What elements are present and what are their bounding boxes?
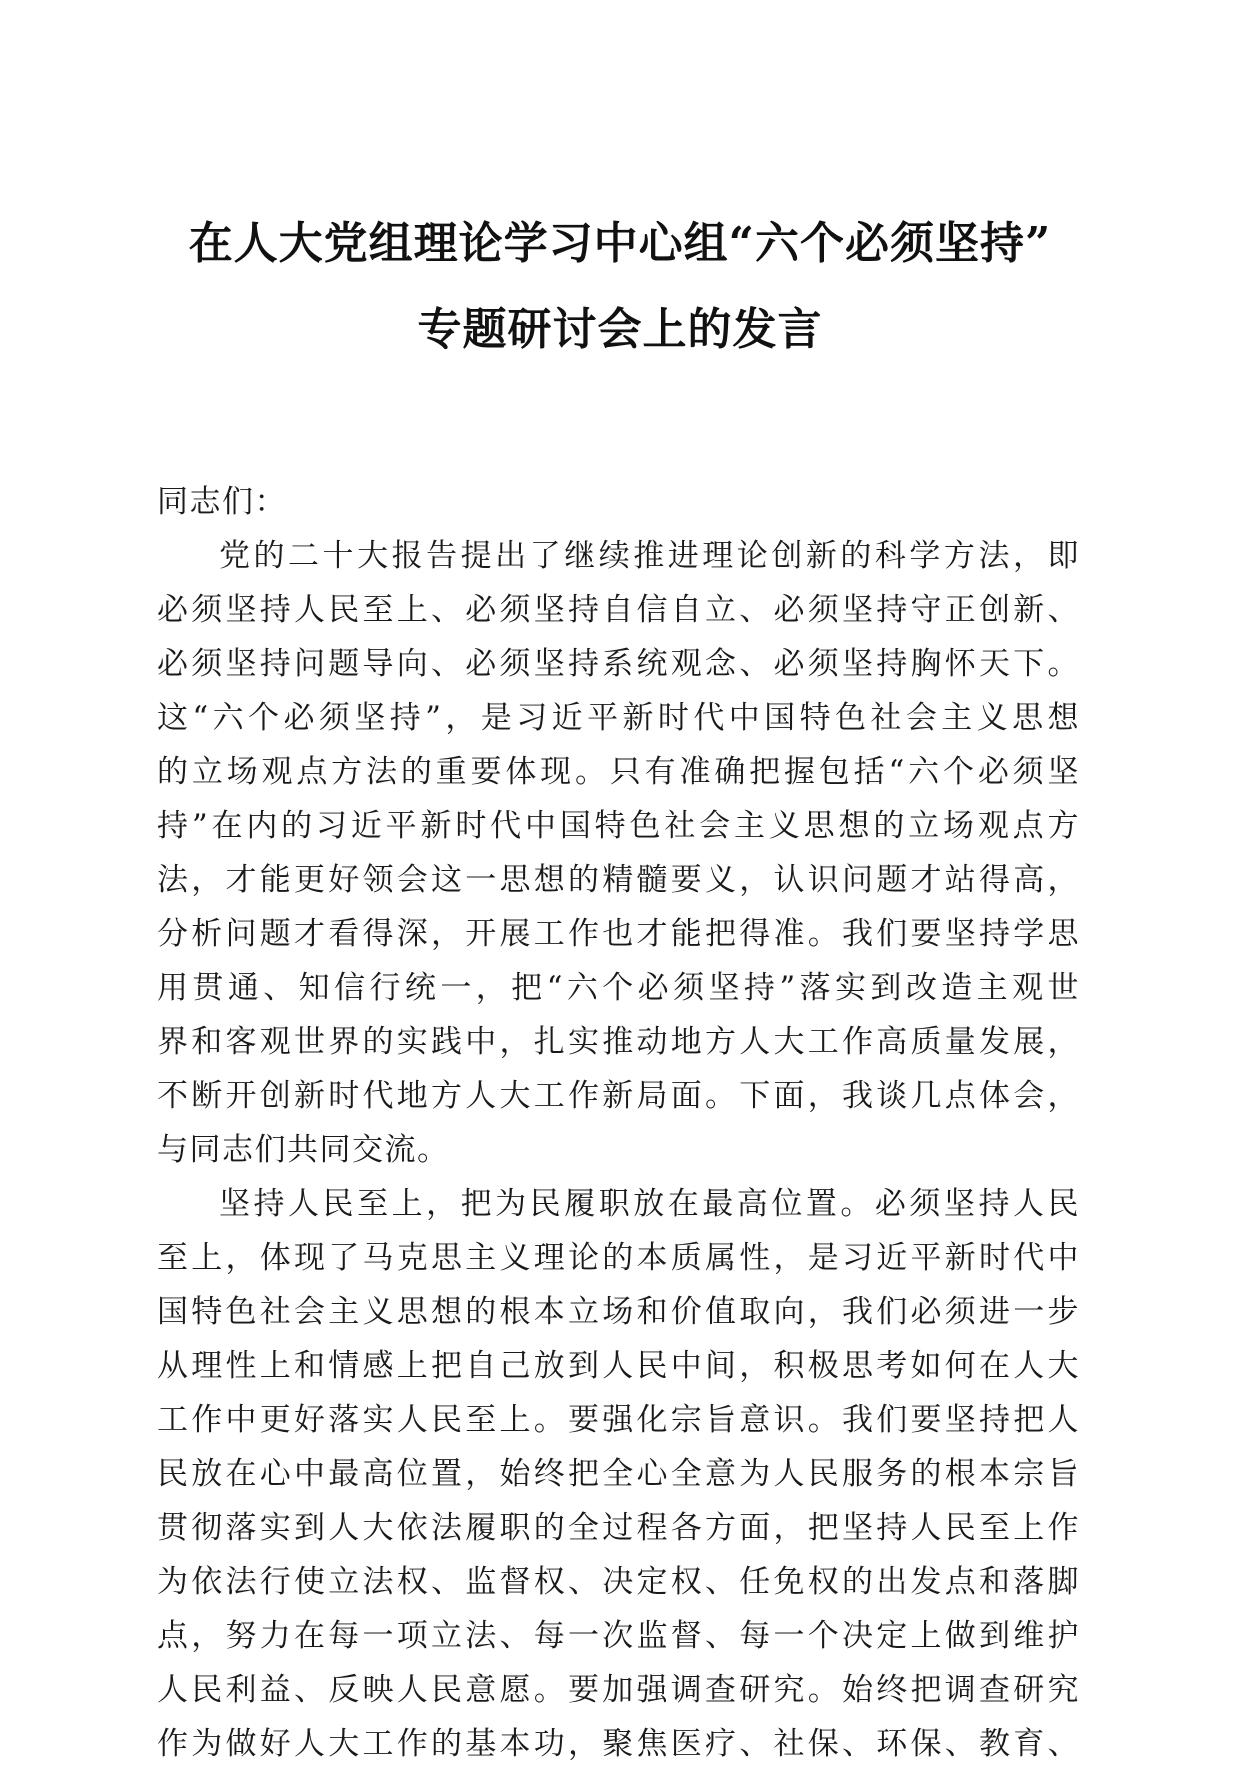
paragraph-line: 必须坚持问题导向、必须坚持系统观念、必须坚持胸怀天下。 bbox=[157, 646, 1080, 682]
paragraph-line: 贯彻落实到人大依法履职的全过程各方面，把坚持人民至上作 bbox=[157, 1510, 1080, 1546]
paragraph-line: 用贯通、知信行统一，把“六个必须坚持”落实到改造主观世 bbox=[157, 970, 1080, 1006]
paragraph-line: 这“六个必须坚持”，是习近平新时代中国特色社会主义思想 bbox=[157, 700, 1080, 736]
paragraph-line: 作为做好人大工作的基本功，聚焦医疗、社保、环保、教育、 bbox=[157, 1726, 1080, 1762]
paragraph-line: 坚持人民至上，把为民履职放在最高位置。必须坚持人民 bbox=[219, 1186, 1080, 1222]
title-line-2: 专题研讨会上的发言 bbox=[417, 304, 823, 355]
document-body bbox=[157, 475, 1080, 1771]
paragraph bbox=[157, 1177, 1080, 1771]
paragraph-line: 点，努力在每一项立法、每一次监督、每一个决定上做到维护 bbox=[157, 1618, 1080, 1654]
salutation: 同志们： bbox=[157, 484, 287, 520]
paragraph-line: 界和客观世界的实践中，扎实推动地方人大工作高质量发展， bbox=[157, 1024, 1080, 1060]
title-line-1: 在人大党组理论学习中心组“六个必须坚持” bbox=[188, 218, 1052, 269]
paragraph-line: 的立场观点方法的重要体现。只有准确把握包括“六个必须坚 bbox=[157, 754, 1080, 790]
document-title bbox=[120, 218, 1120, 355]
paragraph-line: 不断开创新时代地方人大工作新局面。下面，我谈几点体会， bbox=[157, 1078, 1080, 1114]
paragraph-line: 从理性上和情感上把自己放到人民中间，积极思考如何在人大 bbox=[157, 1348, 1080, 1384]
paragraph-line: 国特色社会主义思想的根本立场和价值取向，我们必须进一步 bbox=[157, 1294, 1080, 1330]
paragraph-line: 为依法行使立法权、监督权、决定权、任免权的出发点和落脚 bbox=[157, 1564, 1080, 1600]
paragraph-line: 持”在内的习近平新时代中国特色社会主义思想的立场观点方 bbox=[157, 808, 1080, 844]
paragraph bbox=[157, 529, 1080, 1177]
paragraph-line: 民放在心中最高位置，始终把全心全意为人民服务的根本宗旨 bbox=[157, 1456, 1080, 1492]
paragraph-line: 分析问题才看得深，开展工作也才能把得准。我们要坚持学思 bbox=[157, 916, 1080, 952]
paragraph-line: 必须坚持人民至上、必须坚持自信自立、必须坚持守正创新、 bbox=[157, 592, 1080, 628]
paragraph-line: 法，才能更好领会这一思想的精髓要义，认识问题才站得高， bbox=[157, 862, 1080, 898]
paragraph-line: 与同志们共同交流。 bbox=[157, 1132, 450, 1168]
paragraph-line: 人民利益、反映人民意愿。要加强调查研究。始终把调查研究 bbox=[157, 1672, 1080, 1708]
paragraph-line: 至上，体现了马克思主义理论的本质属性，是习近平新时代中 bbox=[157, 1240, 1080, 1276]
paragraph-line: 工作中更好落实人民至上。要强化宗旨意识。我们要坚持把人 bbox=[157, 1402, 1080, 1438]
paragraph-line: 党的二十大报告提出了继续推进理论创新的科学方法，即 bbox=[219, 538, 1080, 574]
paragraphs bbox=[157, 529, 1080, 1771]
